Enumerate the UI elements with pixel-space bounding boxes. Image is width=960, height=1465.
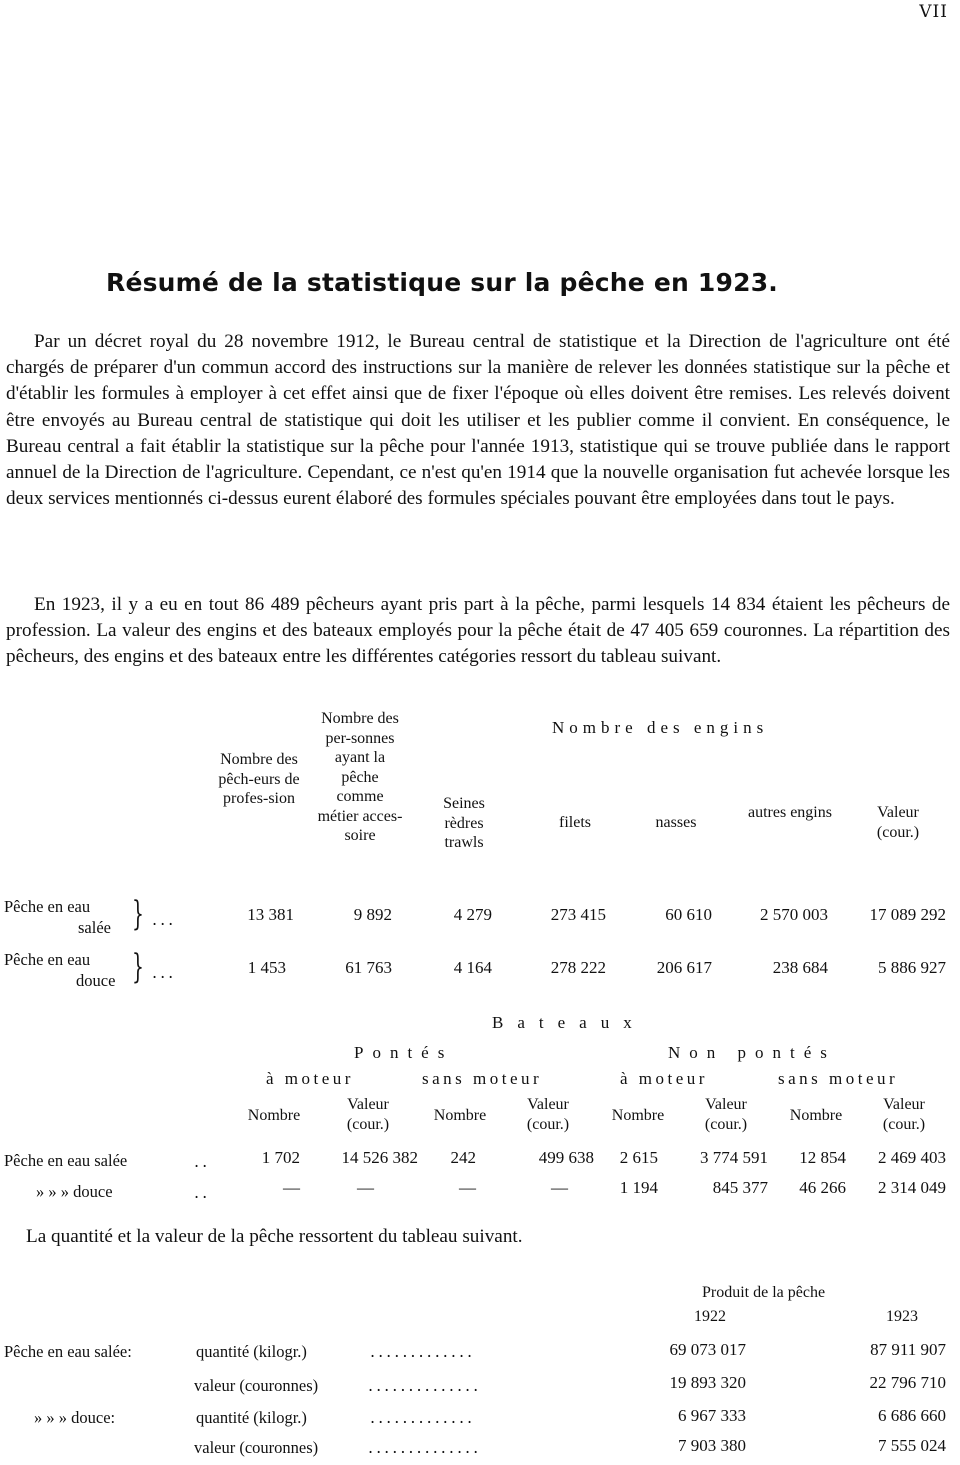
header-pontes-sans-moteur: sans moteur <box>422 1069 543 1088</box>
cell-filets: 278 222 <box>550 958 606 977</box>
row-label-line1: Pêche en eau <box>4 950 91 969</box>
paragraph-2: En 1923, il y a eu en tout 86 489 pêcheurs ayant pris part à la pêche, parmi lesquels 14 834 étaient les pêcheurs de profession. La valeur des engins et des bateaux employés pour la pêche était de 47 405 659 couronnes. La répartition des pêcheurs, des engins et des bateaux entre les différentes catégories ressort du tableau suivant. <box>6 594 950 668</box>
cell-nasses: 206 617 <box>656 958 712 977</box>
cell-value: 1 194 <box>619 1178 658 1197</box>
header-produit: Produit de la pêche <box>702 1284 826 1301</box>
cell-1923: 6 686 660 <box>878 1406 946 1425</box>
row-label: valeur (couronnes) <box>194 1438 319 1457</box>
header-seines: Seines rèdres trawls <box>443 795 485 851</box>
leader-dots: .. <box>194 1152 211 1171</box>
cell-value: 499 638 <box>538 1148 594 1167</box>
cell-value: — <box>283 1178 300 1197</box>
leader-dots: ............. <box>370 1342 476 1361</box>
cell-valeur: 5 886 927 <box>878 958 946 977</box>
leader-dots: .............. <box>368 1376 482 1395</box>
cell-value: 2 615 <box>619 1148 658 1167</box>
header-metier-accessoire: Nombre des per-sonnes ayant la pêche comme métier acces-soire <box>317 710 403 844</box>
header-year-1922: 1922 <box>694 1308 726 1325</box>
header-valeur: Valeur (cour.) <box>882 1096 926 1133</box>
cell-autres: 2 570 003 <box>760 905 828 924</box>
row-label: » » » douce <box>36 1182 113 1201</box>
header-bateaux: Bateaux <box>492 1013 646 1032</box>
row-label: quantité (kilogr.) <box>196 1342 307 1361</box>
cell-value: — <box>551 1178 568 1197</box>
cell-1922: 6 967 333 <box>678 1406 746 1425</box>
header-valeur: Valeur (cour.) <box>346 1096 390 1133</box>
row-label: Pêche en eau salée <box>4 1151 128 1170</box>
header-pontes: Pontés <box>354 1043 454 1062</box>
header-nombre: Nombre <box>611 1107 665 1124</box>
cell-filets: 273 415 <box>550 905 606 924</box>
row-label: valeur (couronnes) <box>194 1376 319 1395</box>
cell-seines: 4 279 <box>453 905 492 924</box>
cell-prof: 1 453 <box>247 958 286 977</box>
cell-1922: 19 893 320 <box>669 1373 746 1392</box>
brace-icon: } <box>132 894 144 934</box>
cell-value: 3 774 591 <box>700 1148 768 1167</box>
header-valeur: Valeur (cour.) <box>704 1096 748 1133</box>
brace-icon: } <box>132 947 144 987</box>
cell-1923: 22 796 710 <box>869 1373 946 1392</box>
cell-1923: 7 555 024 <box>878 1436 946 1455</box>
header-year-1923: 1923 <box>886 1308 918 1325</box>
header-non-pontes-a-moteur: à moteur <box>620 1069 708 1088</box>
header-pecheurs-profession: Nombre des pêch-eurs de profes-sion <box>218 751 300 807</box>
header-non-pontes-sans-moteur: sans moteur <box>778 1069 899 1088</box>
cell-access: 61 763 <box>345 958 392 977</box>
cell-value: 2 469 403 <box>878 1148 946 1167</box>
header-nombre: Nombre <box>789 1107 843 1124</box>
cell-value: 845 377 <box>712 1178 768 1197</box>
cell-1922: 7 903 380 <box>678 1436 746 1455</box>
header-nombre: Nombre <box>247 1107 301 1124</box>
paragraph-1: Par un décret royal du 28 novembre 1912, le Bureau central de statistique et la Direction de l'agriculture ont été chargés de préparer d'un commun accord des instructions sur la manière de relever les données statistique sur la pêche et d'établir les formules à employer à cet effet ainsi que de fixer l'époque où elles doivent être remises. Les relevés doivent être envoyés au Bureau central de statistique qui doit les utiliser et les publier comme il convient. En conséquence, le Bureau central a fait établir la statistique sur la pêche pour l'année 1913, statistique qui se trouve publiée dans le rapport annuel de la Direction de l'agriculture. Cependant, ce n'est qu'en 1914 que la nouvelle organisation fut achevée lorsque les deux services mentionnés ci-dessus eurent élaboré des formules spéciales pouvant être employées dans tout le pays. <box>6 331 950 510</box>
header-non-pontes: Non pontés <box>668 1043 836 1062</box>
cell-value: — <box>459 1178 476 1197</box>
cell-1922: 69 073 017 <box>669 1340 746 1359</box>
header-autres-engins: autres engins <box>748 804 832 821</box>
header-nombre-des-engins: Nombre des engins <box>552 718 769 737</box>
row-prefix: Pêche en eau salée: <box>4 1342 132 1361</box>
cell-value: 2 314 049 <box>878 1178 946 1197</box>
header-valeur: Valeur (cour.) <box>876 804 920 841</box>
cell-value: 1 702 <box>261 1148 300 1167</box>
cell-value: — <box>357 1178 374 1197</box>
page-number: VII <box>919 2 948 22</box>
cell-seines: 4 164 <box>453 958 492 977</box>
page-title: Résumé de la statistique sur la pêche en 1923. <box>106 268 778 297</box>
cell-nasses: 60 610 <box>665 905 712 924</box>
cell-valeur: 17 089 292 <box>869 905 946 924</box>
header-nasses: nasses <box>655 814 697 831</box>
cell-autres: 238 684 <box>772 958 828 977</box>
cell-value: 14 526 382 <box>341 1148 418 1167</box>
cell-prof: 13 381 <box>247 905 294 924</box>
row-label-line2: douce <box>76 971 116 990</box>
leader-dots: ............. <box>370 1408 476 1427</box>
cell-value: 12 854 <box>799 1148 846 1167</box>
row-prefix: » » » douce: <box>34 1408 116 1427</box>
leader-dots: .............. <box>368 1438 482 1457</box>
row-label: quantité (kilogr.) <box>196 1408 307 1427</box>
row-label-line2: salée <box>78 918 111 937</box>
cell-value: 242 <box>450 1148 476 1167</box>
header-filets: filets <box>559 814 591 831</box>
cell-value: 46 266 <box>799 1178 846 1197</box>
leader-dots: ... <box>152 963 177 982</box>
row-label-line1: Pêche en eau <box>4 897 91 916</box>
cell-access: 9 892 <box>353 905 392 924</box>
header-valeur: Valeur (cour.) <box>526 1096 570 1133</box>
leader-dots: ... <box>152 910 177 929</box>
cell-1923: 87 911 907 <box>870 1340 946 1359</box>
leader-dots: .. <box>194 1183 211 1202</box>
header-pontes-a-moteur: à moteur <box>266 1069 354 1088</box>
intro-sentence: La quantité et la valeur de la pêche ressortent du tableau suivant. <box>26 1226 523 1247</box>
header-nombre: Nombre <box>433 1107 487 1124</box>
